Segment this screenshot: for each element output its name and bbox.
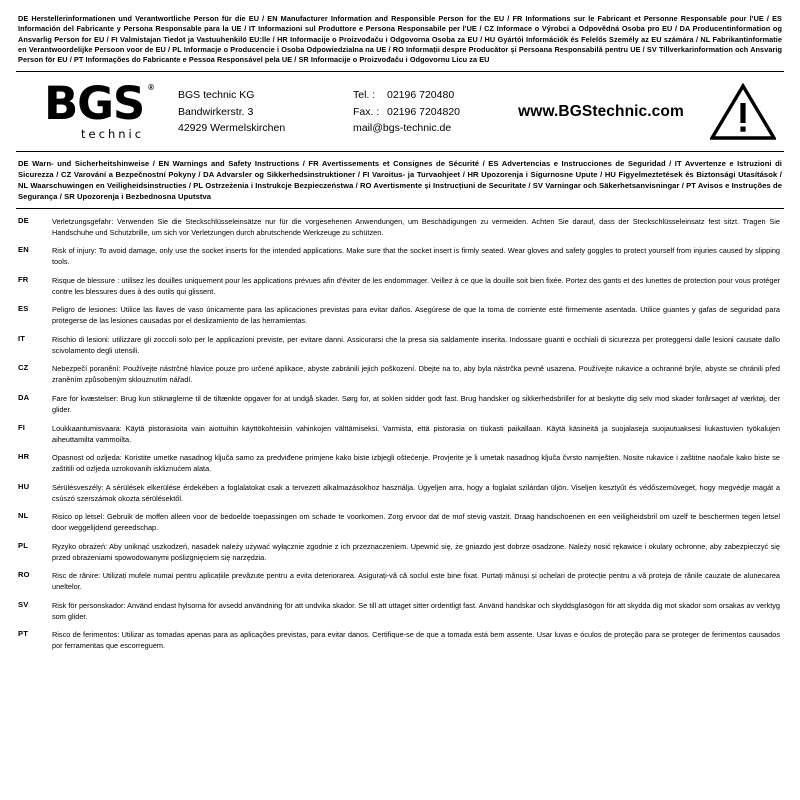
company-address	[178, 87, 353, 136]
lang-text: Fare for kvæstelser: Brug kun stiknøglerne til de tiltænkte opgaver for at undgå skader. Sørg for, at soklen sidder godt fast. Brug handsker og sikkerhedsbriller for at beskytte dig selv mod skader forårsaget af værktøj, der glider.	[52, 393, 780, 414]
lang-code: EN	[18, 245, 29, 255]
lang-text: Ryzyko obrażeń: Aby uniknąć uszkodzeń, nasadek należy używać wyłącznie zgodnie z ich przeznaczeniem. Upewnić się, że gniazdo jest dobrze osadzone. Należy nosić rękawice i okulary ochronne, aby zabezpieczyć się przed obrażeniami spowodowanymi poślizgnięciem się narzędzia.	[52, 541, 780, 562]
table-row	[16, 452, 784, 482]
table-row	[16, 423, 784, 453]
table-row	[16, 629, 784, 659]
manufacturer-info-title: DE Herstellerinformationen und Verantwortliche Person für die EU / EN Manufacturer Information and Responsible Person for the EU / FR Informations sur le Fabricant et Personne Responsable pour l'UE / ES Información del Fabricante y Persona Responsable para la UE / IT Informazioni sul Produttore e Persona Responsabile per l'UE / CZ Informace o Výrobci a Odpovědná Osoba pro EU / DA Producentinformation og Ansvarlig Person for EU / FI Valmistajan Tiedot ja Vastuuhenkilö EU:lle / HR Informacije o Proizvođaču i Odgovorna Osoba za EU / HU Gyártói Információk és Felelős Személy az EU számára / NL Fabrikantinformatie en Verantwoordelijke Persoon voor de EU / PL Informacje o Producencie i Osoba Odpowiedzialna na UE / RO Informații despre Producător și Persoana Responsabilă pentru UE / SV Tillverkarinformation och Ansvarig Person för EU / PT Informações do Fabricante e Pessoa Responsável pela UE / SR Informacije o Proizvođaču i Odgovornu Licu za EU	[18, 14, 782, 65]
company-city: 42929 Wermelskirchen	[178, 121, 286, 134]
contact-row-fax	[353, 104, 518, 120]
lang-text: Risico op letsel: Gebruik de moffen alleen voor de bedoelde toepassingen om schade te voorkomen. Zorg ervoor dat de mof stevig vastzit. Draag handschoenen en een veiligheidsbril om uzelf te beschermen tegen letsel door weggelijdend gereedschap.	[52, 512, 780, 533]
lang-code: CZ	[18, 363, 29, 373]
lang-text: Sérülésveszély: A sérülések elkerülése érdekében a foglalatokat csak a tervezett alkalmazásokhoz használja. Ügyeljen arra, hogy a foglalat szilárdan üljön. Viseljen kesztyűt és védőszemüveget, hogy megvédje magát a csúszó szerszámok okozta sérülésektől.	[52, 482, 780, 503]
lang-text: Opasnost od ozljeda: Koristite umetke nasadnog ključa samo za predviđene primjene kako biste izbjegli oštećenje. Provjerite je li umetak nasadnog ključa čvrsto namješten. Nosite rukavice i zaštitne naočale kako biste se zaštitili od ozljeda uzrokovanih iskliznućem alata.	[52, 453, 780, 474]
tel-label: Tel. :	[353, 89, 376, 102]
language-instructions-table	[16, 216, 784, 659]
table-row	[16, 541, 784, 571]
company-info-band	[16, 72, 784, 151]
lang-code: IT	[18, 333, 26, 343]
table-row	[16, 393, 784, 423]
divider-bottom	[16, 208, 784, 209]
table-row	[16, 511, 784, 541]
lang-code: PT	[18, 629, 29, 639]
website-link[interactable]: www.BGStechnic.com	[518, 102, 684, 120]
lang-text: Risk för personskador: Använd endast hylsorna för avsedd användning för att undvika skador. Se till att uttaget sitter ordentligt fast. Använd handskar och skyddsglasögon för att skydda dig mot skador som orsakas av verktyg som glider.	[52, 600, 780, 621]
bgs-logo	[18, 76, 178, 143]
lang-text: Risque de blessure : utilisez les douilles uniquement pour les applications prévues afin d'éviter de les endommager. Veillez à ce que la douille soit bien fixée. Portez des gants et des lunettes de protection pour vous protéger contre les blessures dues à des outils qui glissent.	[52, 275, 780, 296]
table-row	[16, 245, 784, 275]
lang-text: Peligro de lesiones: Utilice las llaves de vaso únicamente para las aplicaciones previstas para evitar daños. Asegúrese de que la toma de corriente esté firmemente asentada. Utilice guantes y gafas de seguridad para protegerse de las lesiones causadas por el deslizamiento de las herramientas.	[52, 305, 780, 326]
lang-code: HR	[18, 452, 30, 462]
lang-code: DA	[18, 392, 30, 402]
lang-text: Verletzungsgefahr: Verwenden Sie die Steckschlüsseleinsätze nur für die vorgesehenen Anwendungen, um Beschädigungen zu vermeiden. Achten Sie darauf, dass der Steckschlüsseleinsatz fest sitzt. Tragen Sie Handschuhe und Schutzbrille, um sich vor Verletzungen durch abrutschende Werkzeuge zu schützen.	[52, 216, 780, 237]
lang-code: RO	[18, 570, 30, 580]
lang-text: Nebezpečí poranění: Používejte nástrčné hlavice pouze pro určené aplikace, abyste zabránili jejich poškození. Dbejte na to, aby byla nástrčka pevně usazena. Používejte rukavice a ochranné brýle, abyste se chránili před zraněním způsobeným sklouznutím nářadí.	[52, 364, 780, 385]
lang-text: Loukkaantumisvaara: Käytä pistorasioita vain aiottuihin käyttökohteisiin vahinkojen välttämiseksi. Varmista, että pistorasia on tiukasti paikallaan. Käytä käsineitä ja suojalaseja suojautuaksesi liukastuvien työkalujen aiheuttamilta vammoilta.	[52, 423, 780, 444]
warning-triangle-icon	[710, 83, 776, 141]
contact-row-tel	[353, 87, 518, 103]
table-row	[16, 334, 784, 364]
lang-code: ES	[18, 304, 29, 314]
lang-code: FR	[18, 274, 29, 284]
logo-wordmark: BGS	[44, 76, 145, 130]
company-contact	[353, 87, 518, 136]
tel-value: 02196 720480	[387, 89, 455, 102]
lang-code: FI	[18, 422, 26, 432]
safety-instructions-heading: DE Warn- und Sicherheitshinweise / EN Warnings and Safety Instructions / FR Avertissements et Consignes de Sécurité / ES Advertencias e Instrucciones de Seguridad / IT Avvertenze e Istruzioni di Sicurezza / CZ Varování a Bezpečnostní Pokyny / DA Advarsler og Sikkerhedsinstruktioner / FI Varoitus- ja Turvaohjeet / HR Upozorenja i Sigurnosne Upute / HU Figyelmeztetések és Biztonsági Utasítások / NL Waarschuwingen en Veiligheidsinstructies / PL Ostrzeżenia i Instrukcje Bezpieczeństwa / RO Avertismente și Instrucțiuni de Securitate / SV Varningar och Säkerhetsanvisningar / PT Avisos e Instruções de Segurança / SR Upozorenja i Bezbednosna Uputstva	[18, 158, 782, 201]
warning-triangle-cell	[690, 83, 782, 141]
table-row	[16, 600, 784, 630]
lang-text: Risc de rănire: Utilizați mufele numai pentru aplicațiile prevăzute pentru a evita deteriorarea. Asigurați-vă că soclul este bine fixat. Purtați mănuși și ochelari de protecție pentru a vă proteja de rănile cauzate de alunecarea uneltelor.	[52, 571, 780, 592]
table-row	[16, 216, 784, 246]
logo-subtitle: technic	[81, 126, 145, 141]
lang-code: PL	[18, 540, 29, 550]
table-row	[16, 304, 784, 334]
table-row	[16, 363, 784, 393]
fax-value: 02196 7204820	[387, 105, 460, 118]
company-street: Bandwirkerstr. 3	[178, 105, 254, 118]
lang-code: DE	[18, 215, 29, 225]
mail-value: bgs-technic.de	[382, 121, 452, 134]
table-row	[16, 275, 784, 305]
lang-text: Risk of injury: To avoid damage, only use the socket inserts for the intended applications. Make sure that the socket insert is firmly seated. Wear gloves and safety goggles to protect yourself from injuries caused by slipping tools.	[52, 246, 780, 267]
lang-code: HU	[18, 481, 30, 491]
lang-code: NL	[18, 511, 29, 521]
lang-text: Risco de ferimentos: Utilizar as tomadas apenas para as aplicações previstas, para evitar danos. Certifique-se de que a tomada está bem assente. Usar luvas e óculos de proteção para se proteger de ferimentos causados por ferramentas que escorreguem.	[52, 630, 780, 651]
registered-trademark-icon: ®	[148, 82, 155, 92]
table-row	[16, 570, 784, 600]
fax-label: Fax. :	[353, 105, 380, 118]
lang-code: SV	[18, 599, 29, 609]
mail-label: mail@	[353, 121, 383, 134]
contact-row-mail[interactable]	[353, 120, 518, 136]
company-name: BGS technic KG	[178, 89, 255, 102]
table-row	[16, 482, 784, 512]
lang-text: Rischio di lesioni: utilizzare gli zoccoli solo per le applicazioni previste, per evitare danni. Assicurarsi che la presa sia saldamente inserita. Indossare guanti e occhiali di sicurezza per proteggersi dalle lesioni causate dallo scivolamento degli utensili.	[52, 334, 780, 355]
